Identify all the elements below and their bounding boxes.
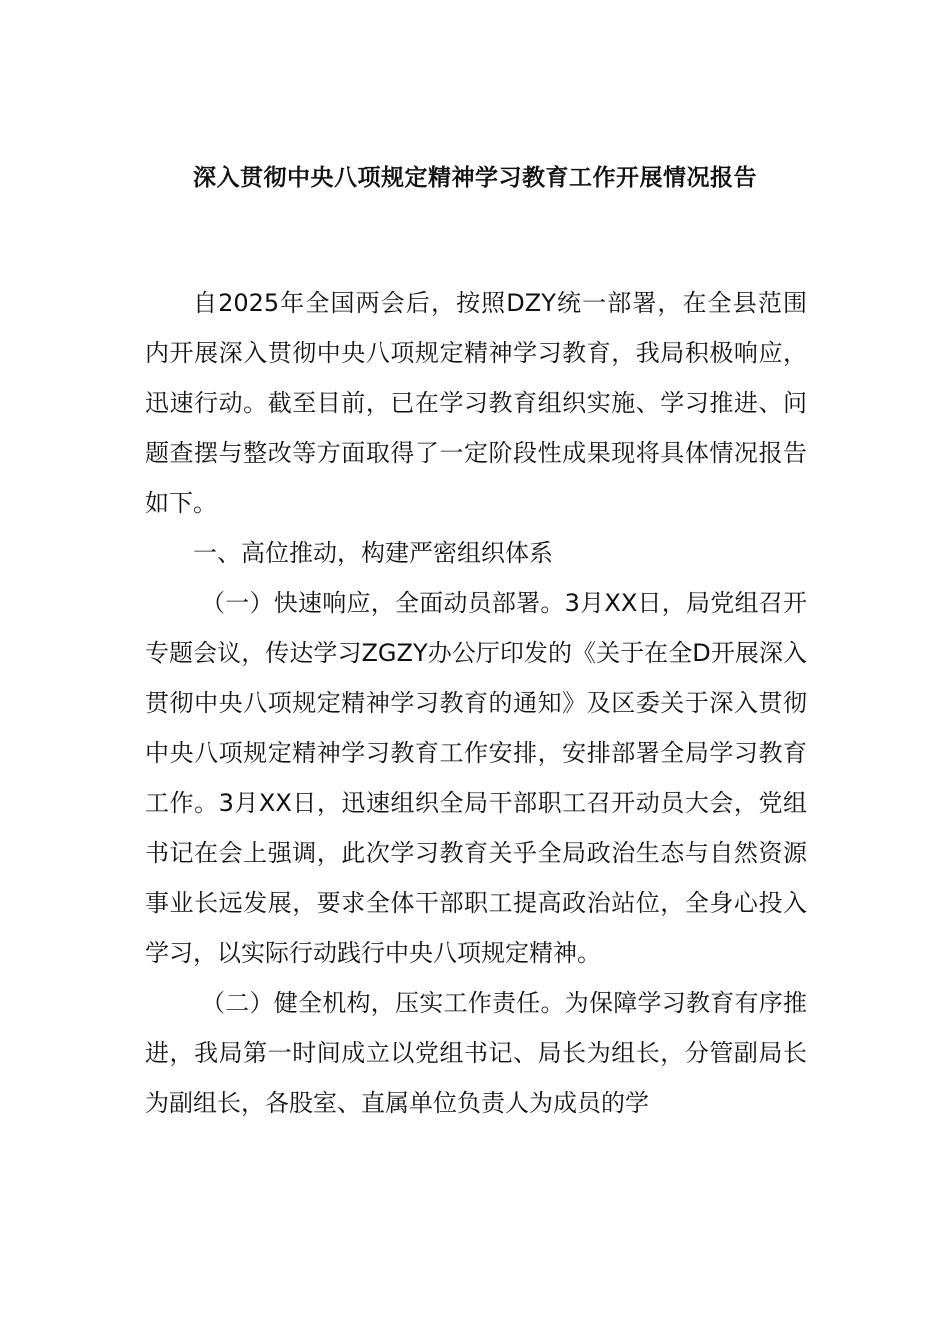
section-heading-1: 一、高位推动，构建严密组织体系 bbox=[193, 539, 553, 567]
document-body bbox=[145, 278, 807, 1128]
subsection-paragraph-2: （二）健全机构，压实工作责任。为保障学习教育有序推进，我局第一时间成立以党组书记、局长为组长，分管副局长为副组长，各股室、直属单位负责人为成员的学 bbox=[145, 989, 807, 1117]
document-title: 深入贯彻中央八项规定精神学习教育工作开展情况报告 bbox=[193, 165, 757, 191]
intro-paragraph: 自2025年全国两会后，按照DZY统一部署，在全县范围内开展深入贯彻中央八项规定精神学习教育，我局积极响应，迅速行动。截至目前，已在学习教育组织实施、学习推进、问题查摆与整改等方面取得了一定阶段性成果现将具体情况报告如下。 bbox=[145, 289, 807, 517]
subsection-paragraph-1: （一）快速响应，全面动员部署。3月XX日，局党组召开专题会议，传达学习ZGZY办公厅印发的《关于在全D开展深入贯彻中央八项规定精神学习教育的通知》及区委关于深入贯彻中央八项规定精神学习教育工作安排，安排部署全局学习教育工作。3月XX日，迅速组织全局干部职工召开动员大会，党组书记在会上强调，此次学习教育关乎全局政治生态与自然资源事业长远发展，要求全体干部职工提高政治站位，全身心投入学习，以实际行动践行中央八项规定精神。 bbox=[145, 589, 807, 967]
